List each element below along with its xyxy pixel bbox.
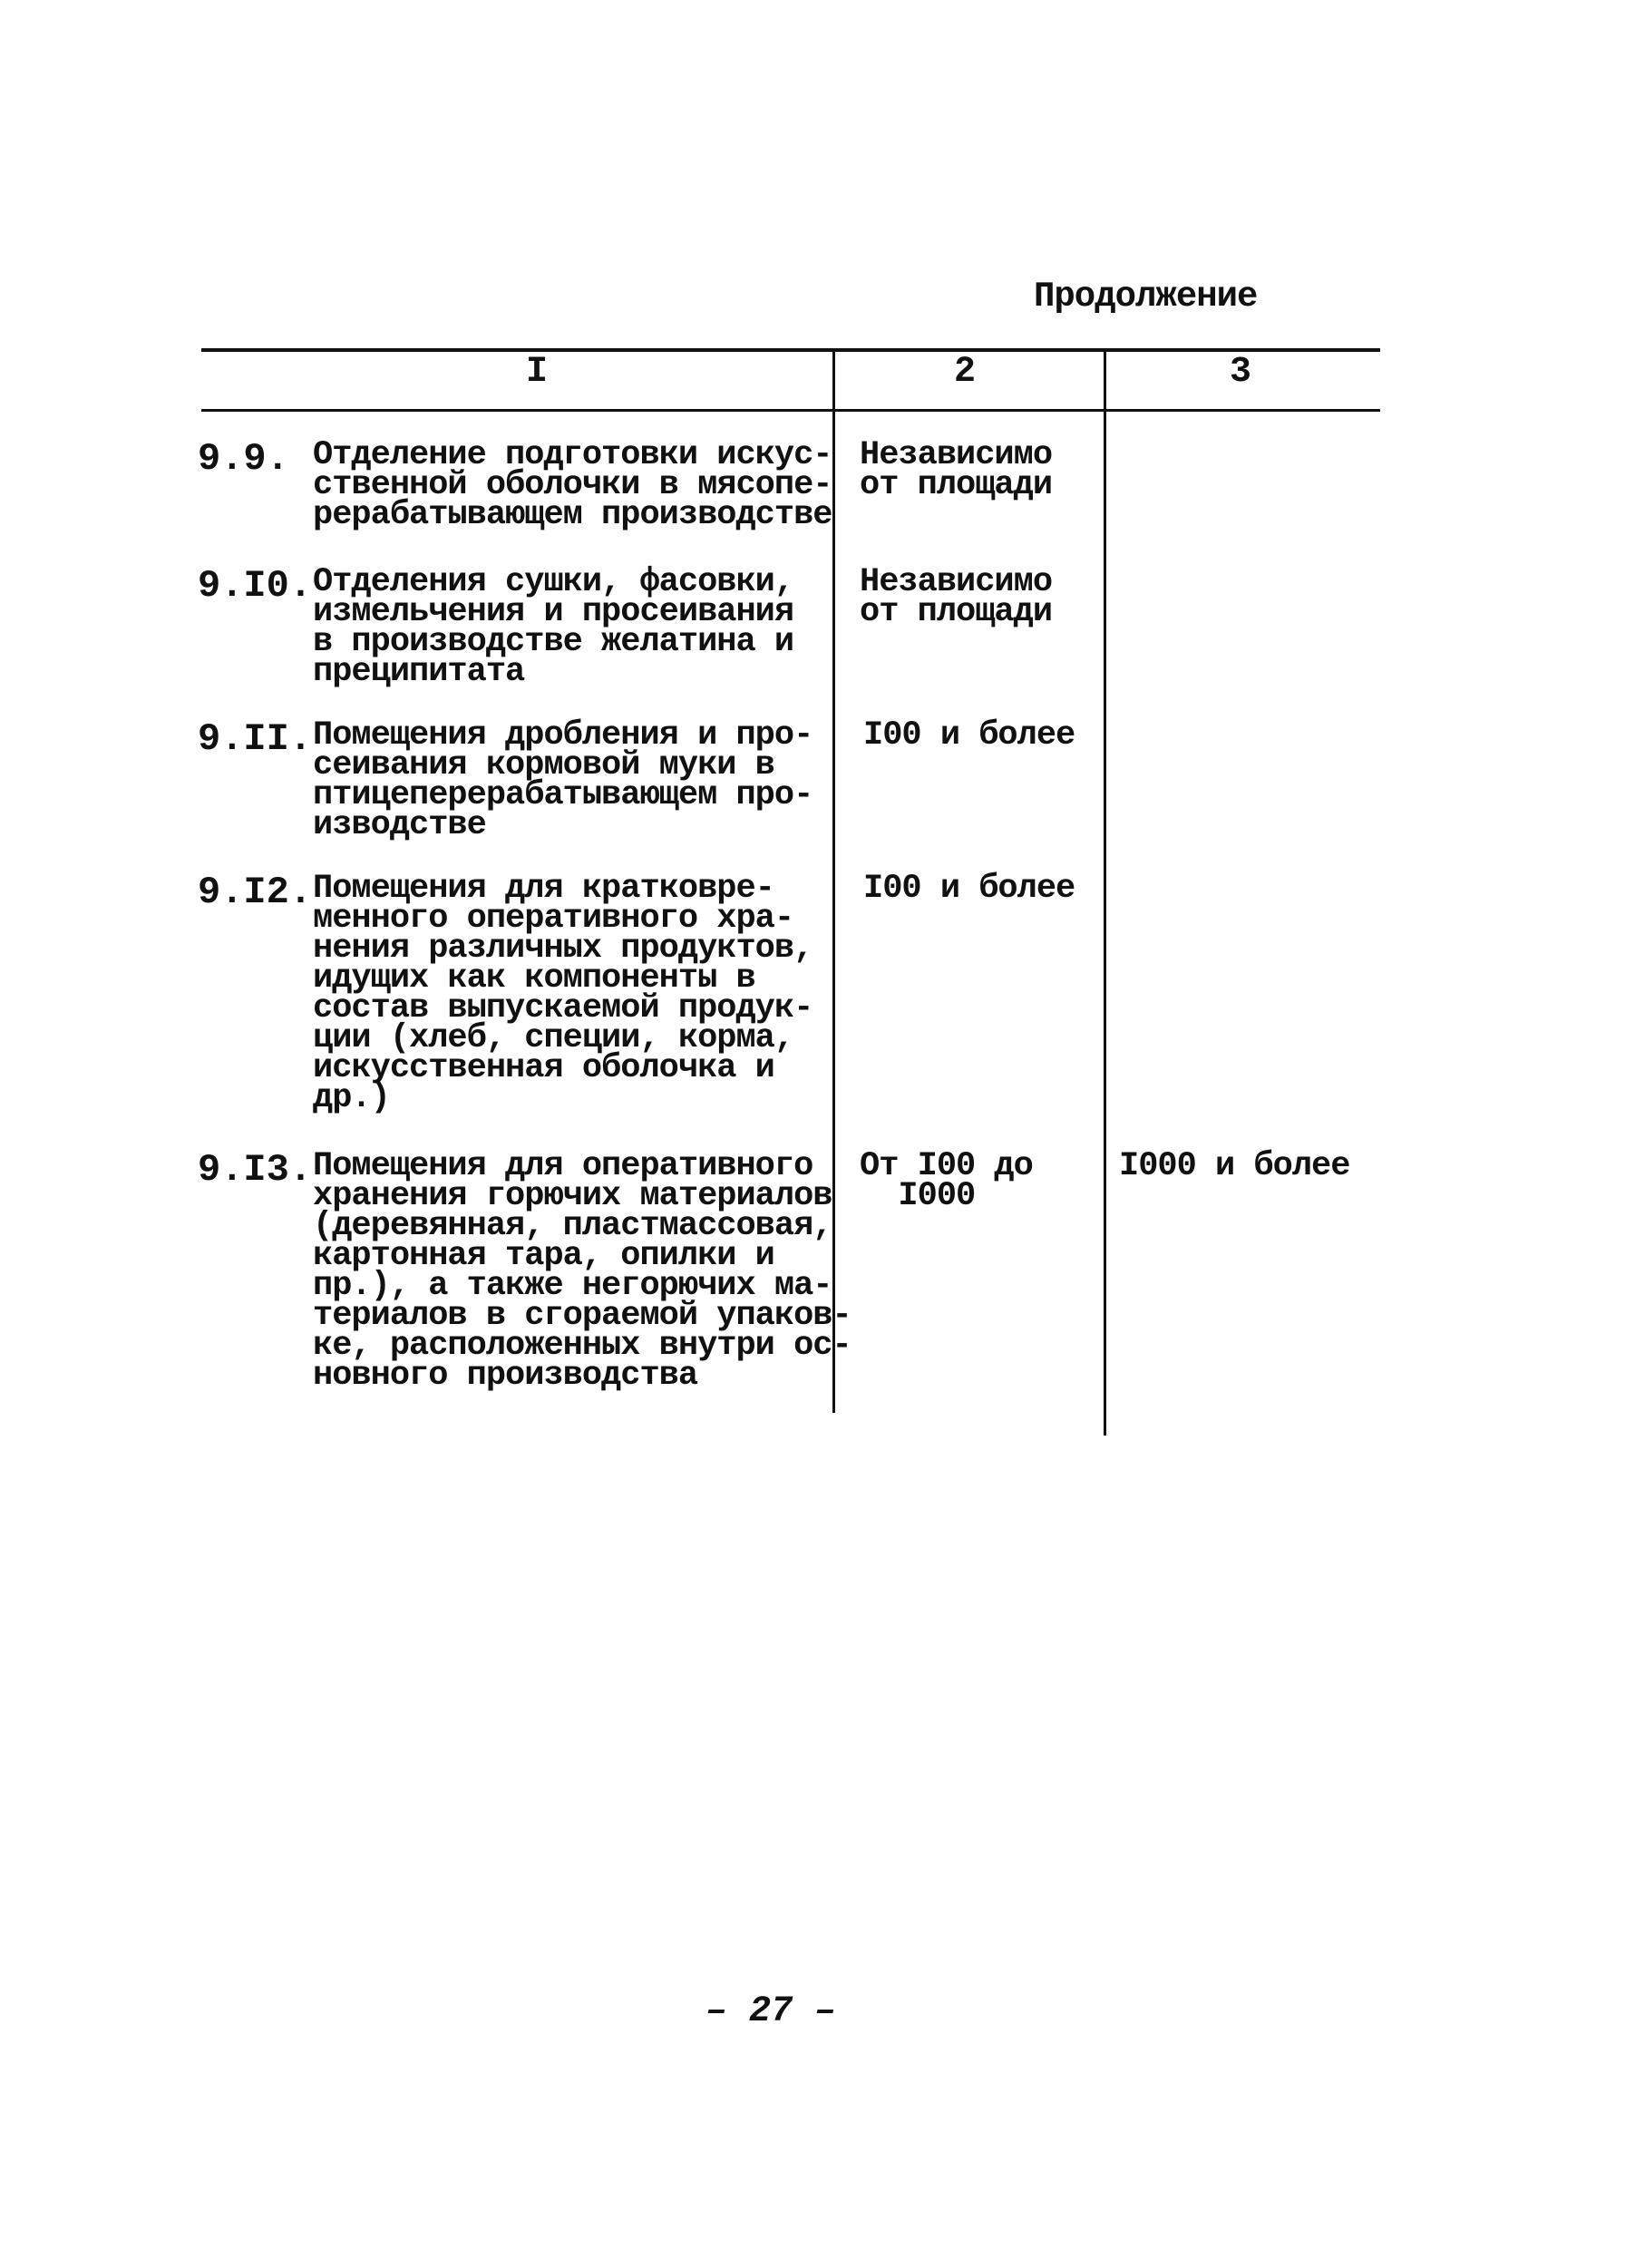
row-area-condition: Независимо от площади: [860, 436, 1053, 504]
row-description: Отделения сушки, фасовки, измельчения и просеивания в производстве желатина и преципитата: [313, 563, 794, 691]
row-number: 9.I0.: [198, 564, 313, 608]
continuation-label: Продолжение: [1034, 277, 1258, 316]
column-header-3: 3: [1229, 352, 1251, 393]
row-area-condition: I00 и более: [863, 716, 1075, 754]
column-divider-2: [1104, 350, 1106, 1436]
table-header-rule: [201, 409, 1380, 412]
column-header-1: I: [525, 352, 548, 393]
column-header-2: 2: [953, 352, 976, 393]
row-description: Помещения для оперативного хранения горючих материалов (деревянная, пластмассовая, картонная тара, опилки и пр.), а также негорючих ма- териалов в сгораемой упаков- ке, расположенных внутри ос- новного производства: [313, 1147, 851, 1395]
row-description: Отделение подготовки искус- ственной оболочки в мясопе- рерабатывающем производстве: [313, 436, 832, 534]
table-top-rule: [201, 348, 1380, 352]
row-area-condition: От I00 до I000: [860, 1147, 1033, 1215]
row-area-condition: I00 и более: [863, 870, 1075, 908]
row-number: 9.I2.: [198, 871, 313, 914]
row-number: 9.I3.: [198, 1148, 313, 1192]
row-description: Помещения дробления и про- сеивания кормовой муки в птицеперерабатывающем про- изводстве: [313, 716, 813, 844]
row-description: Помещения для кратковре- менного оперативного хра- нения различных продуктов, идущих как компоненты в состав выпускаемой продук- ции (хлеб, специи, корма, искусственная оболочка и др.): [313, 870, 813, 1117]
page-number: – 27 –: [705, 1991, 837, 2032]
row-category-value: I000 и более: [1119, 1147, 1350, 1185]
row-number: 9.9.: [198, 437, 289, 481]
row-number: 9.II.: [198, 717, 313, 761]
row-area-condition: Независимо от площади: [860, 563, 1053, 631]
